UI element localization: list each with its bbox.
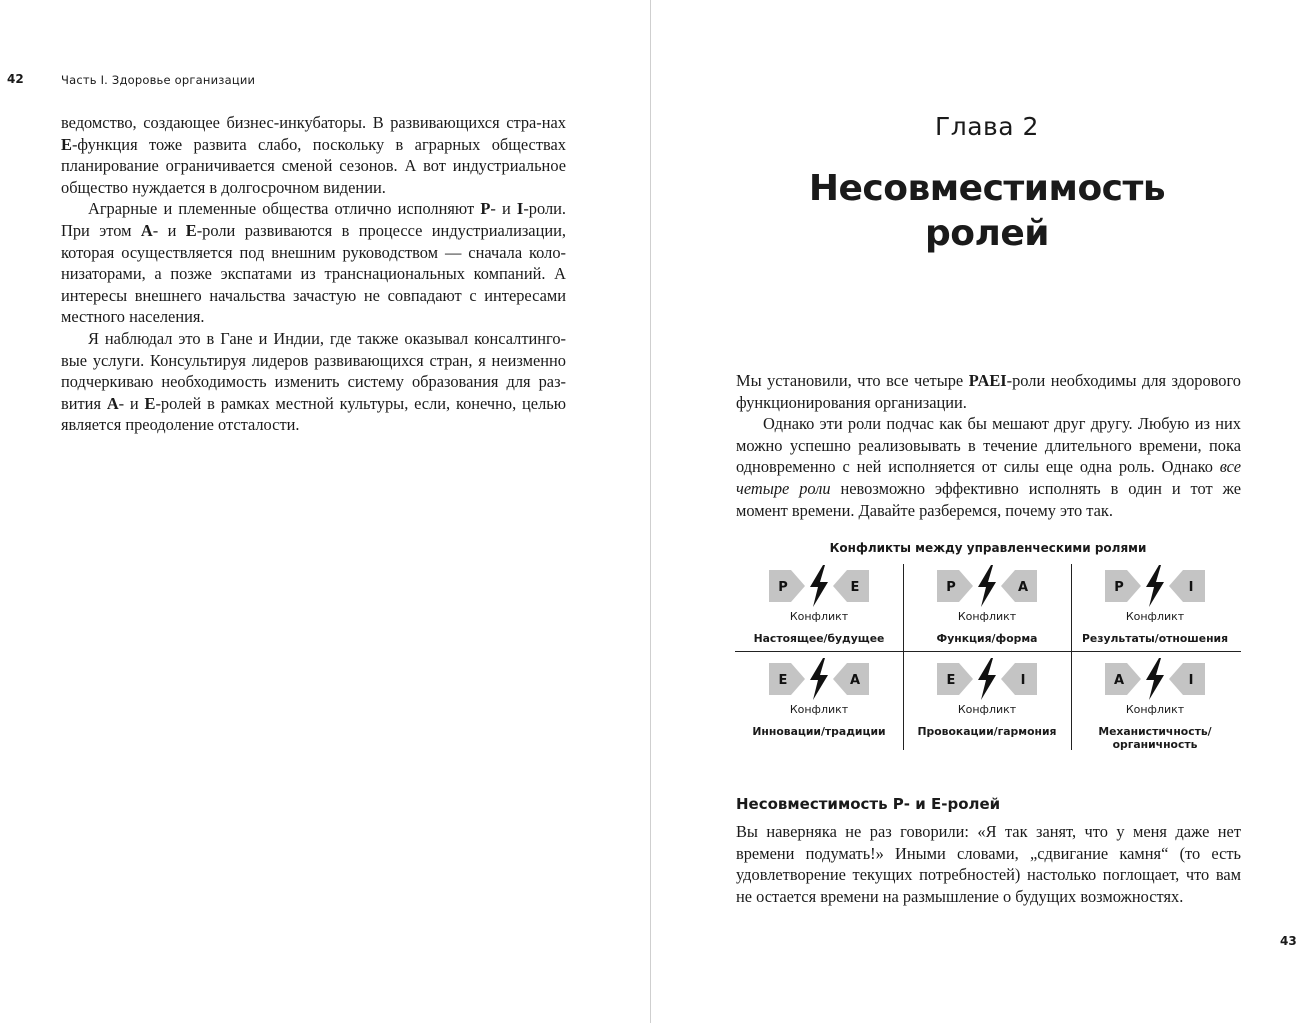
lightning-bolt-icon — [978, 658, 996, 700]
left-body-paragraph — [61, 112, 566, 198]
conflict-pair-label: Провокации/гармония — [917, 725, 1057, 738]
conflict-pair-label: Инновации/традиции — [752, 725, 886, 738]
text-run: Аграрные и племенные общества отлично исполняют — [88, 199, 481, 219]
right-page — [651, 0, 1300, 1023]
right-role-letter: I — [1188, 673, 1194, 688]
figure-title: Конфликты между управленческими ролями — [829, 541, 1147, 555]
bold-text: PAEI — [968, 371, 1007, 390]
left-page-number: 42 — [7, 72, 24, 86]
intro-text — [736, 370, 1241, 521]
bold-text: А — [106, 393, 119, 413]
left-role-letter: P — [946, 580, 956, 595]
right-arrow-shape — [1169, 663, 1205, 695]
text-run: - и — [118, 393, 145, 413]
conflict-label: Конфликт — [789, 703, 849, 716]
right-role-letter: I — [1020, 673, 1026, 688]
right-role-letter: A — [849, 673, 861, 688]
text-run: невозможно эффективно исполнять в один и тот же момент времени. Давайте разберемся, почему это так. — [736, 478, 1241, 520]
text-run: -функция тоже развита слабо, поскольку в аграрных обществах планирование ограничивается сменой сезонов. А вот индустриальное общество нуждается в долгосрочном видении. — [61, 134, 566, 197]
bold-text: I — [516, 199, 524, 219]
section-heading: Несовместимость Р- и Е-ролей — [736, 795, 1001, 813]
conflict-label: Конфликт — [1125, 610, 1185, 623]
lightning-bolt-icon — [978, 565, 996, 607]
intro-paragraph — [736, 413, 1241, 521]
conflict-label: Конфликт — [1125, 703, 1185, 716]
conflict-pair-label: Функция/форма — [936, 632, 1038, 645]
conflict-cell — [1071, 657, 1239, 751]
chapter-title-line-1: Несовместимость — [808, 168, 1166, 209]
figure-divider-horizontal — [735, 651, 1241, 652]
conflict-label: Конфликт — [789, 610, 849, 623]
text-run: Однако эти роли подчас как бы мешают друг другу. Любую из них можно успешно реализовывать в течение длительного времени, пока одновременно с ней исполняется от силы еще одна роль. Однако — [736, 414, 1241, 477]
text-run: Я наблюдал это в Гане и Индии, где также оказывал консалтинго-вые услуги. Консультируя лидеров развивающихся стран, я неизменно подчеркиваю необходимость изменить систему образования для раз-вития — [61, 328, 566, 413]
right-page-number: 43 — [1280, 934, 1297, 948]
conflict-pair-label: Настоящее/будущее — [753, 632, 885, 645]
lightning-bolt-icon — [1146, 565, 1164, 607]
right-role-letter: I — [1188, 580, 1194, 595]
conflict-arrows-icon — [935, 564, 1039, 608]
left-role-letter: E — [778, 673, 788, 688]
chapter-title — [651, 166, 1300, 256]
conflict-arrows-icon — [767, 564, 871, 608]
conflict-arrows-icon — [1103, 657, 1207, 701]
text-run: -роли необходимы для здорового функционирования организации. — [736, 371, 1241, 412]
text-run: - и — [152, 220, 186, 240]
conflict-cell — [1071, 564, 1239, 645]
text-run: - и — [490, 199, 517, 219]
running-header: Часть I. Здоровье организации — [61, 73, 256, 87]
lightning-bolt-icon — [810, 565, 828, 607]
right-role-letter: A — [1017, 580, 1029, 595]
left-body-paragraph — [61, 328, 566, 436]
right-arrow-shape — [1001, 663, 1037, 695]
intro-paragraph — [736, 370, 1241, 413]
left-role-letter: P — [778, 580, 788, 595]
italic-text: все четыре роли — [736, 457, 1241, 498]
chapter-title-line-2: ролей — [924, 213, 1049, 254]
text-run: -роли развиваются в процессе индустриализации, которая осуществляется под внешним руководством — сначала коло-низаторами, а позже экспатами из транснациональных компаний. А интересы внешнего начальства зачастую не совпадают с интересами местного населения. — [61, 220, 566, 327]
chapter-label: Глава 2 — [935, 112, 1039, 141]
conflict-cell — [903, 657, 1071, 738]
text-run: Мы установили, что все четыре — [736, 371, 969, 390]
bold-text: Е — [61, 134, 72, 154]
text-run: ведомство, создающее бизнес-инкубаторы. В развивающихся стра-нах — [61, 113, 566, 132]
left-role-letter: P — [1114, 580, 1124, 595]
lightning-bolt-icon — [1146, 658, 1164, 700]
bold-text: Е — [185, 220, 197, 240]
conflict-pair-label: Результаты/отношения — [1081, 632, 1229, 645]
right-role-letter: E — [850, 580, 860, 595]
conflict-cell — [735, 564, 903, 645]
conflict-pair-label: Механистичность/ органичность — [1098, 725, 1212, 751]
conflict-cell — [735, 657, 903, 738]
conflict-label: Конфликт — [957, 610, 1017, 623]
bold-text: Е — [144, 393, 156, 413]
conflict-label: Конфликт — [957, 703, 1017, 716]
left-role-letter: A — [1113, 673, 1125, 688]
role-conflicts-figure — [735, 564, 1241, 750]
left-body-paragraph — [61, 198, 566, 328]
section-paragraph-text: Вы наверняка не раз говорили: «Я так занят, что у меня даже нет времени подумать!» Иными словами, „сдвигание камня“ (то есть удовлетворение текущих потребностей) настолько поглощает, что вам не остается времени на размышление о будущих возможностях. — [736, 822, 1241, 906]
left-role-letter: E — [946, 673, 956, 688]
conflict-cell — [903, 564, 1071, 645]
right-arrow-shape — [1169, 570, 1205, 602]
text-run: -роли. При этом — [61, 199, 566, 240]
section-paragraph — [736, 821, 1241, 907]
conflict-arrows-icon — [767, 657, 871, 701]
text-run: -ролей в рамках местной культуры, если, конечно, целью является преодоление отсталости. — [61, 393, 566, 435]
left-body-text — [61, 112, 566, 436]
lightning-bolt-icon — [810, 658, 828, 700]
bold-text: А — [140, 220, 153, 240]
bold-text: Р — [480, 199, 491, 219]
conflict-arrows-icon — [1103, 564, 1207, 608]
conflict-arrows-icon — [935, 657, 1039, 701]
